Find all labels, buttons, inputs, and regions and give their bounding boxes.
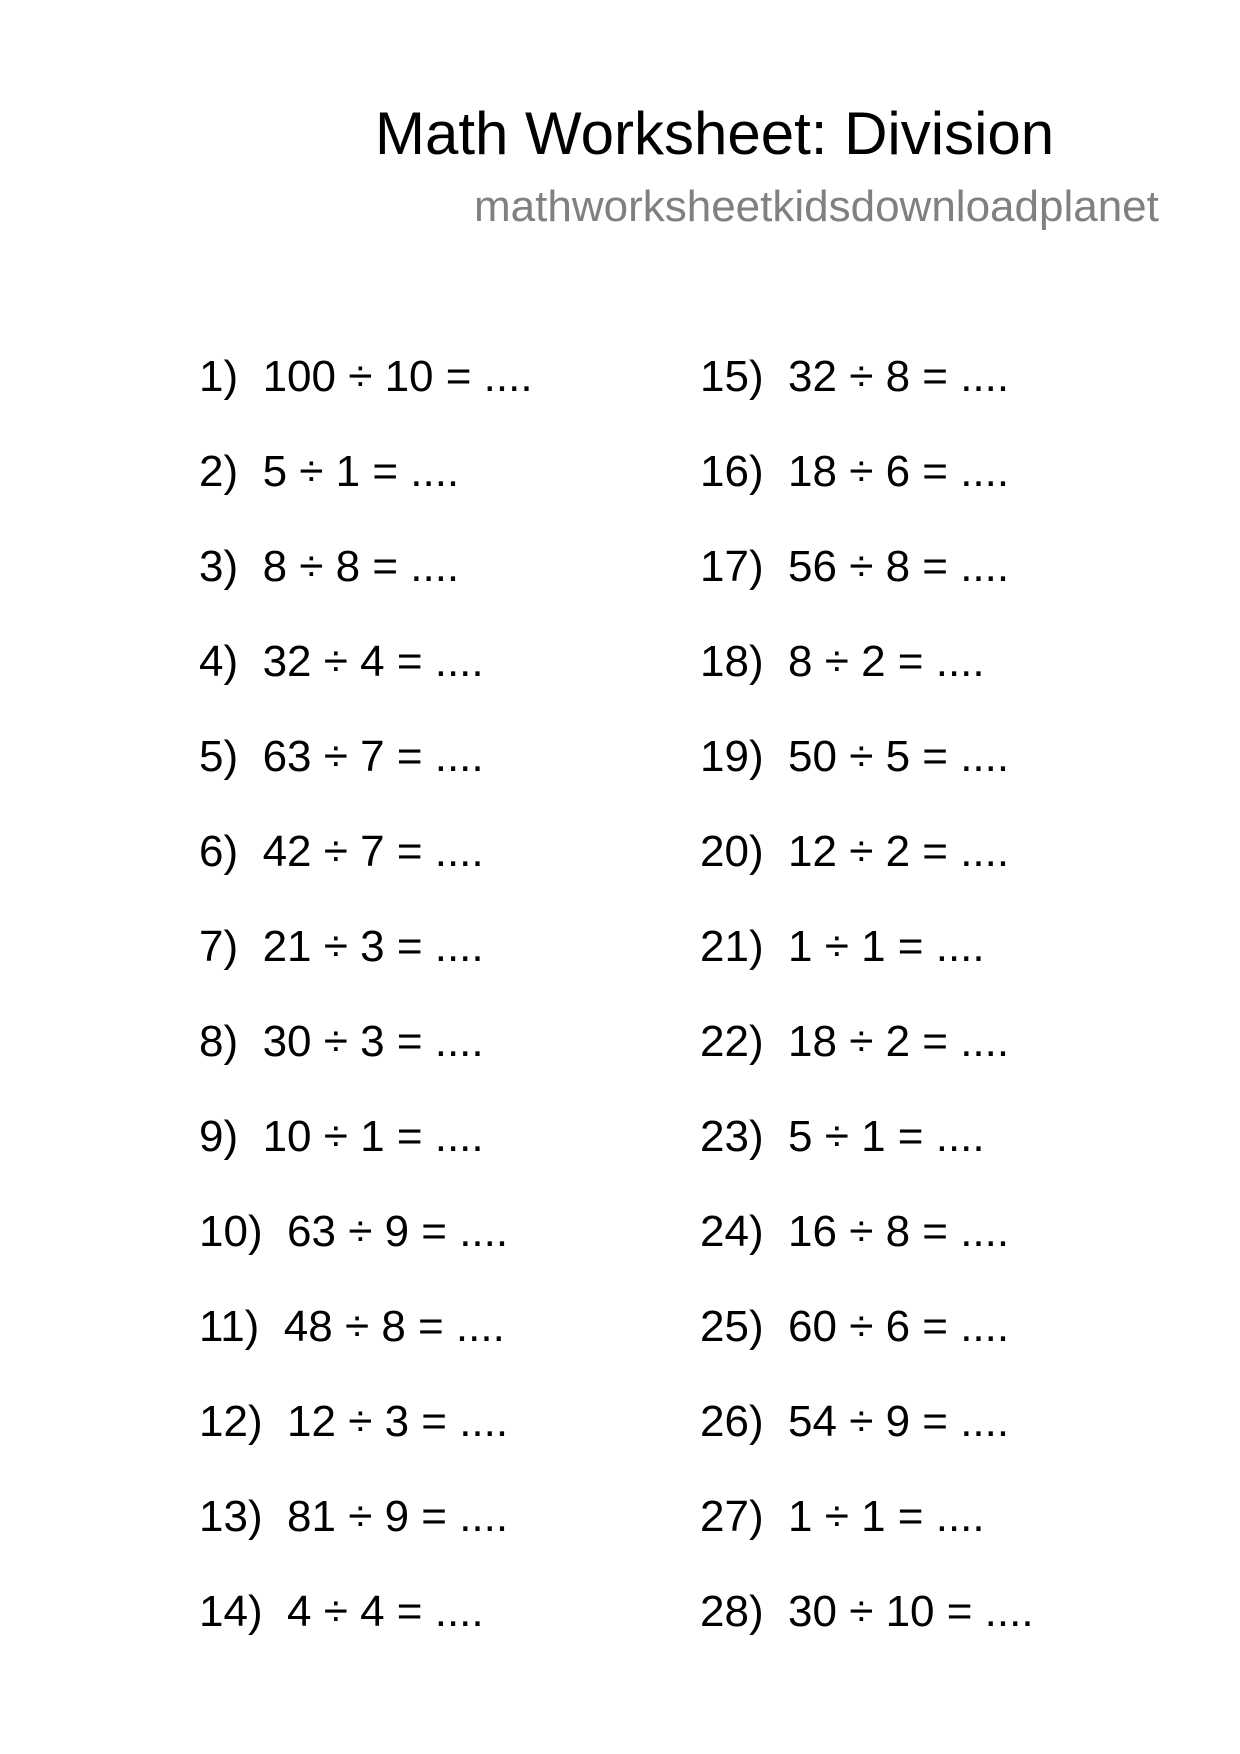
problem-number: 22) [700, 1017, 764, 1066]
problem-number: 19) [700, 732, 764, 781]
problem-number: 24) [700, 1207, 764, 1256]
problem-number: 1) [199, 352, 239, 401]
problem-number: 16) [700, 447, 764, 496]
problem-expression: 63 ÷ 9 = .... [287, 1207, 509, 1256]
problem-number: 3) [199, 542, 239, 591]
worksheet-subtitle: mathworksheetkidsdownloadplanet [474, 182, 1159, 231]
problem-item [700, 352, 1180, 450]
problem-number: 10) [199, 1207, 263, 1256]
problem-item [700, 637, 1180, 735]
problem-expression: 32 ÷ 4 = .... [262, 637, 484, 686]
problem-item [199, 1207, 679, 1305]
problem-expression: 30 ÷ 10 = .... [788, 1587, 1034, 1636]
problem-item [700, 447, 1180, 545]
problem-expression: 32 ÷ 8 = .... [788, 352, 1010, 401]
problem-number: 14) [199, 1587, 263, 1636]
problem-item [199, 1112, 679, 1210]
problem-expression: 60 ÷ 6 = .... [788, 1302, 1010, 1351]
problem-expression: 18 ÷ 6 = .... [788, 447, 1010, 496]
problem-number: 20) [700, 827, 764, 876]
problem-number: 7) [199, 922, 239, 971]
problem-expression: 10 ÷ 1 = .... [262, 1112, 484, 1161]
problem-expression: 5 ÷ 1 = .... [788, 1112, 985, 1161]
problem-item [700, 922, 1180, 1020]
problem-expression: 54 ÷ 9 = .... [788, 1397, 1010, 1446]
problem-item [700, 827, 1180, 925]
problem-item [199, 827, 679, 925]
problem-item [700, 1492, 1180, 1590]
problem-expression: 1 ÷ 1 = .... [788, 922, 985, 971]
problem-item [199, 637, 679, 735]
problem-item [199, 447, 679, 545]
problem-item [199, 922, 679, 1020]
problem-number: 18) [700, 637, 764, 686]
problem-item [700, 732, 1180, 830]
problem-item [700, 542, 1180, 640]
problems-column-left [199, 352, 679, 1685]
problem-expression: 21 ÷ 3 = .... [262, 922, 484, 971]
problem-expression: 8 ÷ 8 = .... [262, 542, 460, 591]
problem-expression: 81 ÷ 9 = .... [287, 1492, 509, 1541]
problem-expression: 42 ÷ 7 = .... [262, 827, 484, 876]
problem-number: 26) [700, 1397, 764, 1446]
problem-expression: 16 ÷ 8 = .... [788, 1207, 1010, 1256]
problem-number: 11) [199, 1302, 260, 1351]
problem-number: 25) [700, 1302, 764, 1351]
problem-item [199, 542, 679, 640]
problem-item [199, 352, 679, 450]
problem-item [700, 1587, 1180, 1685]
problem-number: 5) [199, 732, 239, 781]
problem-number: 23) [700, 1112, 764, 1161]
problem-number: 12) [199, 1397, 263, 1446]
problem-number: 9) [199, 1112, 239, 1161]
problem-number: 6) [199, 827, 239, 876]
problem-expression: 48 ÷ 8 = .... [283, 1302, 505, 1351]
problem-number: 28) [700, 1587, 764, 1636]
problem-item [700, 1302, 1180, 1400]
problem-item [199, 1492, 679, 1590]
problem-number: 4) [199, 637, 239, 686]
problem-item [700, 1112, 1180, 1210]
problem-number: 17) [700, 542, 764, 591]
problem-item [700, 1207, 1180, 1305]
problem-item [199, 1302, 679, 1400]
problem-expression: 63 ÷ 7 = .... [262, 732, 484, 781]
problem-expression: 12 ÷ 2 = .... [788, 827, 1010, 876]
problem-number: 2) [199, 447, 239, 496]
problem-expression: 56 ÷ 8 = .... [788, 542, 1010, 591]
problem-number: 8) [199, 1017, 239, 1066]
problem-item [700, 1397, 1180, 1495]
problem-expression: 18 ÷ 2 = .... [788, 1017, 1010, 1066]
problem-item [199, 1397, 679, 1495]
problem-number: 27) [700, 1492, 764, 1541]
problem-expression: 50 ÷ 5 = .... [788, 732, 1010, 781]
problem-number: 15) [700, 352, 764, 401]
problem-expression: 12 ÷ 3 = .... [287, 1397, 509, 1446]
problem-item [199, 1017, 679, 1115]
problem-expression: 30 ÷ 3 = .... [262, 1017, 484, 1066]
problem-expression: 5 ÷ 1 = .... [262, 447, 460, 496]
problem-item [700, 1017, 1180, 1115]
problem-item [199, 732, 679, 830]
problem-expression: 1 ÷ 1 = .... [788, 1492, 985, 1541]
problem-number: 13) [199, 1492, 263, 1541]
problem-expression: 4 ÷ 4 = .... [287, 1587, 484, 1636]
problem-expression: 8 ÷ 2 = .... [788, 637, 985, 686]
problems-column-right [700, 352, 1180, 1685]
problem-number: 21) [700, 922, 764, 971]
worksheet-title: Math Worksheet: Division [375, 100, 1055, 167]
problem-item [199, 1587, 679, 1685]
problem-expression: 100 ÷ 10 = .... [262, 352, 533, 401]
